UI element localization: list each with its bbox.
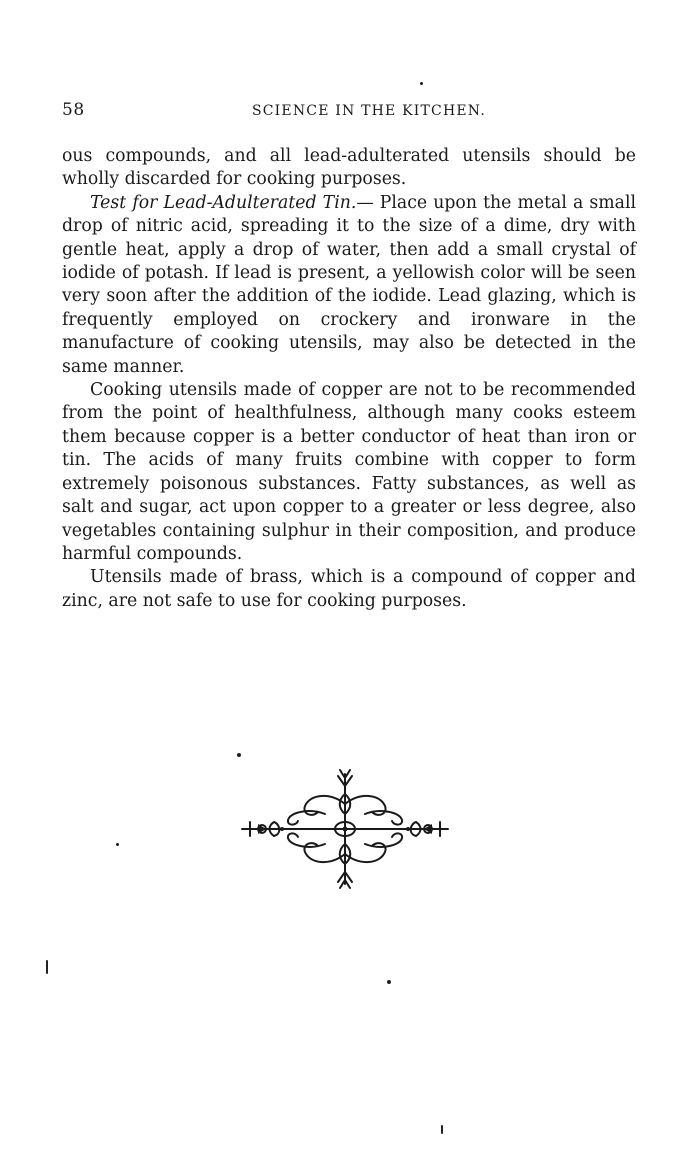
print-speck: [116, 843, 119, 846]
paragraph-text: Utensils made of brass, which is a compound of copper and zinc, are not safe to use for cooking purposes.: [62, 567, 636, 611]
paragraph-test-for-lead: [62, 192, 636, 379]
running-head: SCIENCE IN THE KITCHEN.: [251, 103, 486, 119]
paragraph-continuation: [62, 145, 636, 192]
paragraph-text: Cooking utensils made of copper are not to be recommended from the point of healthfulness, although many cooks esteem them because copper is a better conductor of heat than iron or tin. The acids of many fruits combine with copper to form extremely poisonous substances. Fatty substances, as well as salt and sugar, act upon copper to a greater or less degree, also vegetables containing sulphur in their composition, and produce harmful compounds.: [62, 380, 636, 564]
print-speck: [46, 960, 48, 974]
page-header: [62, 100, 636, 126]
print-speck: [441, 1125, 443, 1134]
paragraph-brass-utensils: [62, 566, 636, 613]
print-speck: [387, 980, 391, 984]
page-number: 58: [62, 100, 85, 120]
print-speck: [237, 753, 241, 757]
paragraph-text: ous compounds, and all lead-adulterated utensils should be wholly discarded for cooking purposes.: [62, 146, 636, 190]
paragraph-copper-utensils: [62, 379, 636, 566]
body-text: [62, 145, 636, 613]
decorative-scroll-tailpiece-icon: [230, 764, 460, 894]
print-speck: [420, 82, 423, 85]
paragraph-text: — Place upon the metal a small drop of nitric acid, spreading it to the size of a dime, dry with gentle heat, apply a drop of water, then add a small crystal of iodide of potash. If lead is present, a yellowish color will be seen very soon after the addition of the iodide. Lead glazing, which is frequently employed on crockery and ironware in the manufacture of cooking utensils, may also be detected in the same manner.: [62, 192, 636, 377]
paragraph-italic-heading: Test for Lead-Adulterated Tin.: [90, 192, 357, 213]
